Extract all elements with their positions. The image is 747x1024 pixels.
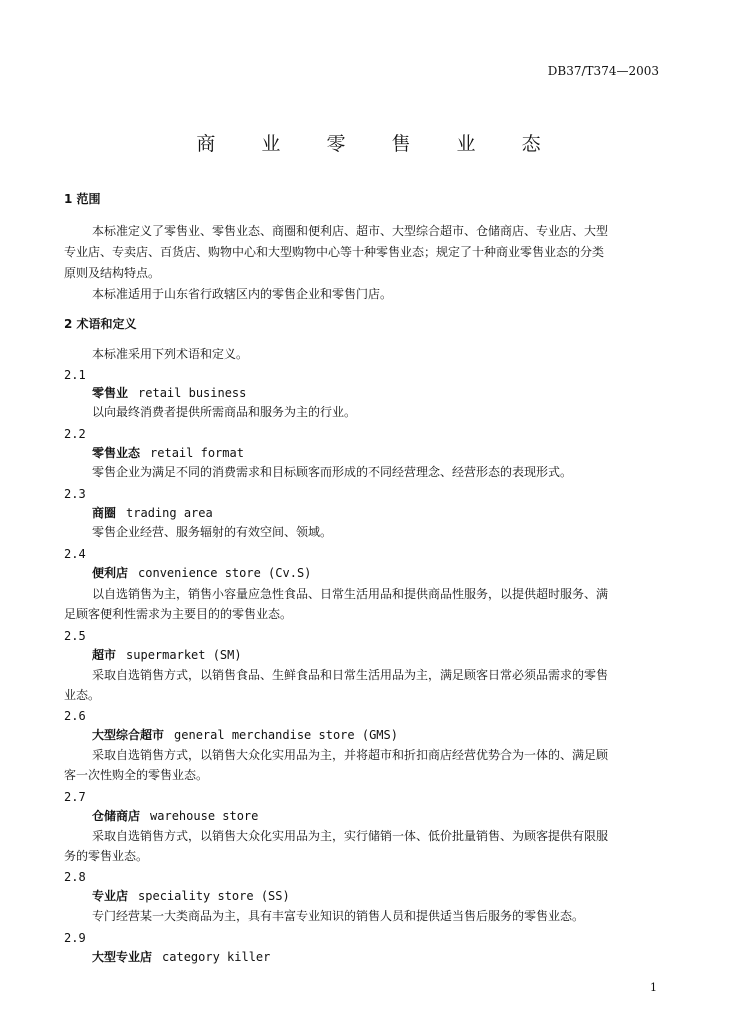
- term-zh: 大型专业店: [92, 950, 153, 964]
- scope-paragraph-line-2: 专业店、专卖店、百货店、购物中心和大型购物中心等十种零售业态；规定了十种商业零售业态的分类: [64, 245, 605, 259]
- term-title: [92, 384, 246, 402]
- term-zh: 大型综合超市: [92, 728, 165, 742]
- term-definition: 采取自选销售方式，以销售大众化实用品为主，并将超市和折扣商店经营优势合为一体的、满足顾: [92, 748, 609, 762]
- terms-intro: 本标准采用下列术语和定义。: [92, 347, 249, 361]
- section-heading-scope: 1 范围: [64, 192, 101, 206]
- term-title: [92, 887, 290, 905]
- term-number: 2.5: [64, 629, 86, 643]
- term-title: [92, 444, 244, 462]
- term-en: speciality store (SS): [138, 889, 290, 903]
- term-definition: 业态。: [64, 688, 101, 702]
- term-en: retail business: [138, 386, 247, 400]
- term-title: [92, 504, 213, 522]
- term-en: retail format: [150, 446, 244, 460]
- document-number: DB37/T374—2003: [547, 64, 659, 78]
- term-zh: 商圈: [92, 506, 117, 520]
- term-en: category killer: [162, 950, 271, 964]
- term-zh: 便利店: [92, 566, 129, 580]
- term-number: 2.8: [64, 870, 86, 884]
- term-title: [92, 807, 258, 825]
- section-heading-terms: 2 术语和定义: [64, 317, 137, 331]
- scope-paragraph-line-3: 原则及结构特点。: [64, 266, 161, 280]
- page-title: 商 业 零 售 业 态: [196, 133, 561, 155]
- term-definition: 客一次性购全的零售业态。: [64, 768, 209, 782]
- term-definition: 采取自选销售方式，以销售大众化实用品为主，实行储销一体、低价批量销售、为顾客提供有限服: [92, 829, 609, 843]
- term-zh: 仓储商店: [92, 809, 141, 823]
- term-definition: 足顾客便利性需求为主要目的的零售业态。: [64, 607, 293, 621]
- term-en: warehouse store: [150, 809, 259, 823]
- term-title: [92, 646, 242, 664]
- term-definition: 务的零售业态。: [64, 849, 149, 863]
- term-number: 2.6: [64, 709, 86, 723]
- term-definition: 以自选销售为主，销售小容量应急性食品、日常生活用品和提供商品性服务，以提供超时服务、满: [92, 587, 609, 601]
- scope-paragraph-line-1: 本标准定义了零售业、零售业态、商圈和便利店、超市、大型综合超市、仓储商店、专业店、大型: [92, 224, 609, 238]
- term-zh: 零售业态: [92, 446, 141, 460]
- term-en: convenience store (Cv.S): [138, 566, 312, 580]
- term-number: 2.1: [64, 368, 86, 382]
- term-definition: 以向最终消费者提供所需商品和服务为主的行业。: [92, 405, 357, 419]
- term-number: 2.4: [64, 547, 86, 561]
- page-number: 1: [650, 981, 657, 994]
- term-number: 2.3: [64, 487, 86, 501]
- term-title: [92, 564, 311, 582]
- term-number: 2.7: [64, 790, 86, 804]
- term-title: [92, 948, 270, 966]
- term-zh: 零售业: [92, 386, 129, 400]
- term-en: supermarket (SM): [126, 648, 242, 662]
- term-en: trading area: [126, 506, 213, 520]
- term-zh: 专业店: [92, 889, 129, 903]
- term-definition: 专门经营某一大类商品为主，具有丰富专业知识的销售人员和提供适当售后服务的零售业态。: [92, 909, 585, 923]
- term-definition: 零售企业为满足不同的消费需求和目标顾客而形成的不同经营理念、经营形态的表现形式。: [92, 465, 573, 479]
- term-definition: 采取自选销售方式，以销售食品、生鲜食品和日常生活用品为主，满足顾客日常必须品需求的零售: [92, 668, 609, 682]
- term-number: 2.9: [64, 931, 86, 945]
- term-zh: 超市: [92, 648, 117, 662]
- term-title: [92, 726, 398, 744]
- term-en: general merchandise store (GMS): [174, 728, 398, 742]
- scope-applicability: 本标准适用于山东省行政辖区内的零售企业和零售门店。: [92, 287, 393, 301]
- term-number: 2.2: [64, 427, 86, 441]
- term-definition: 零售企业经营、服务辐射的有效空间、领域。: [92, 525, 333, 539]
